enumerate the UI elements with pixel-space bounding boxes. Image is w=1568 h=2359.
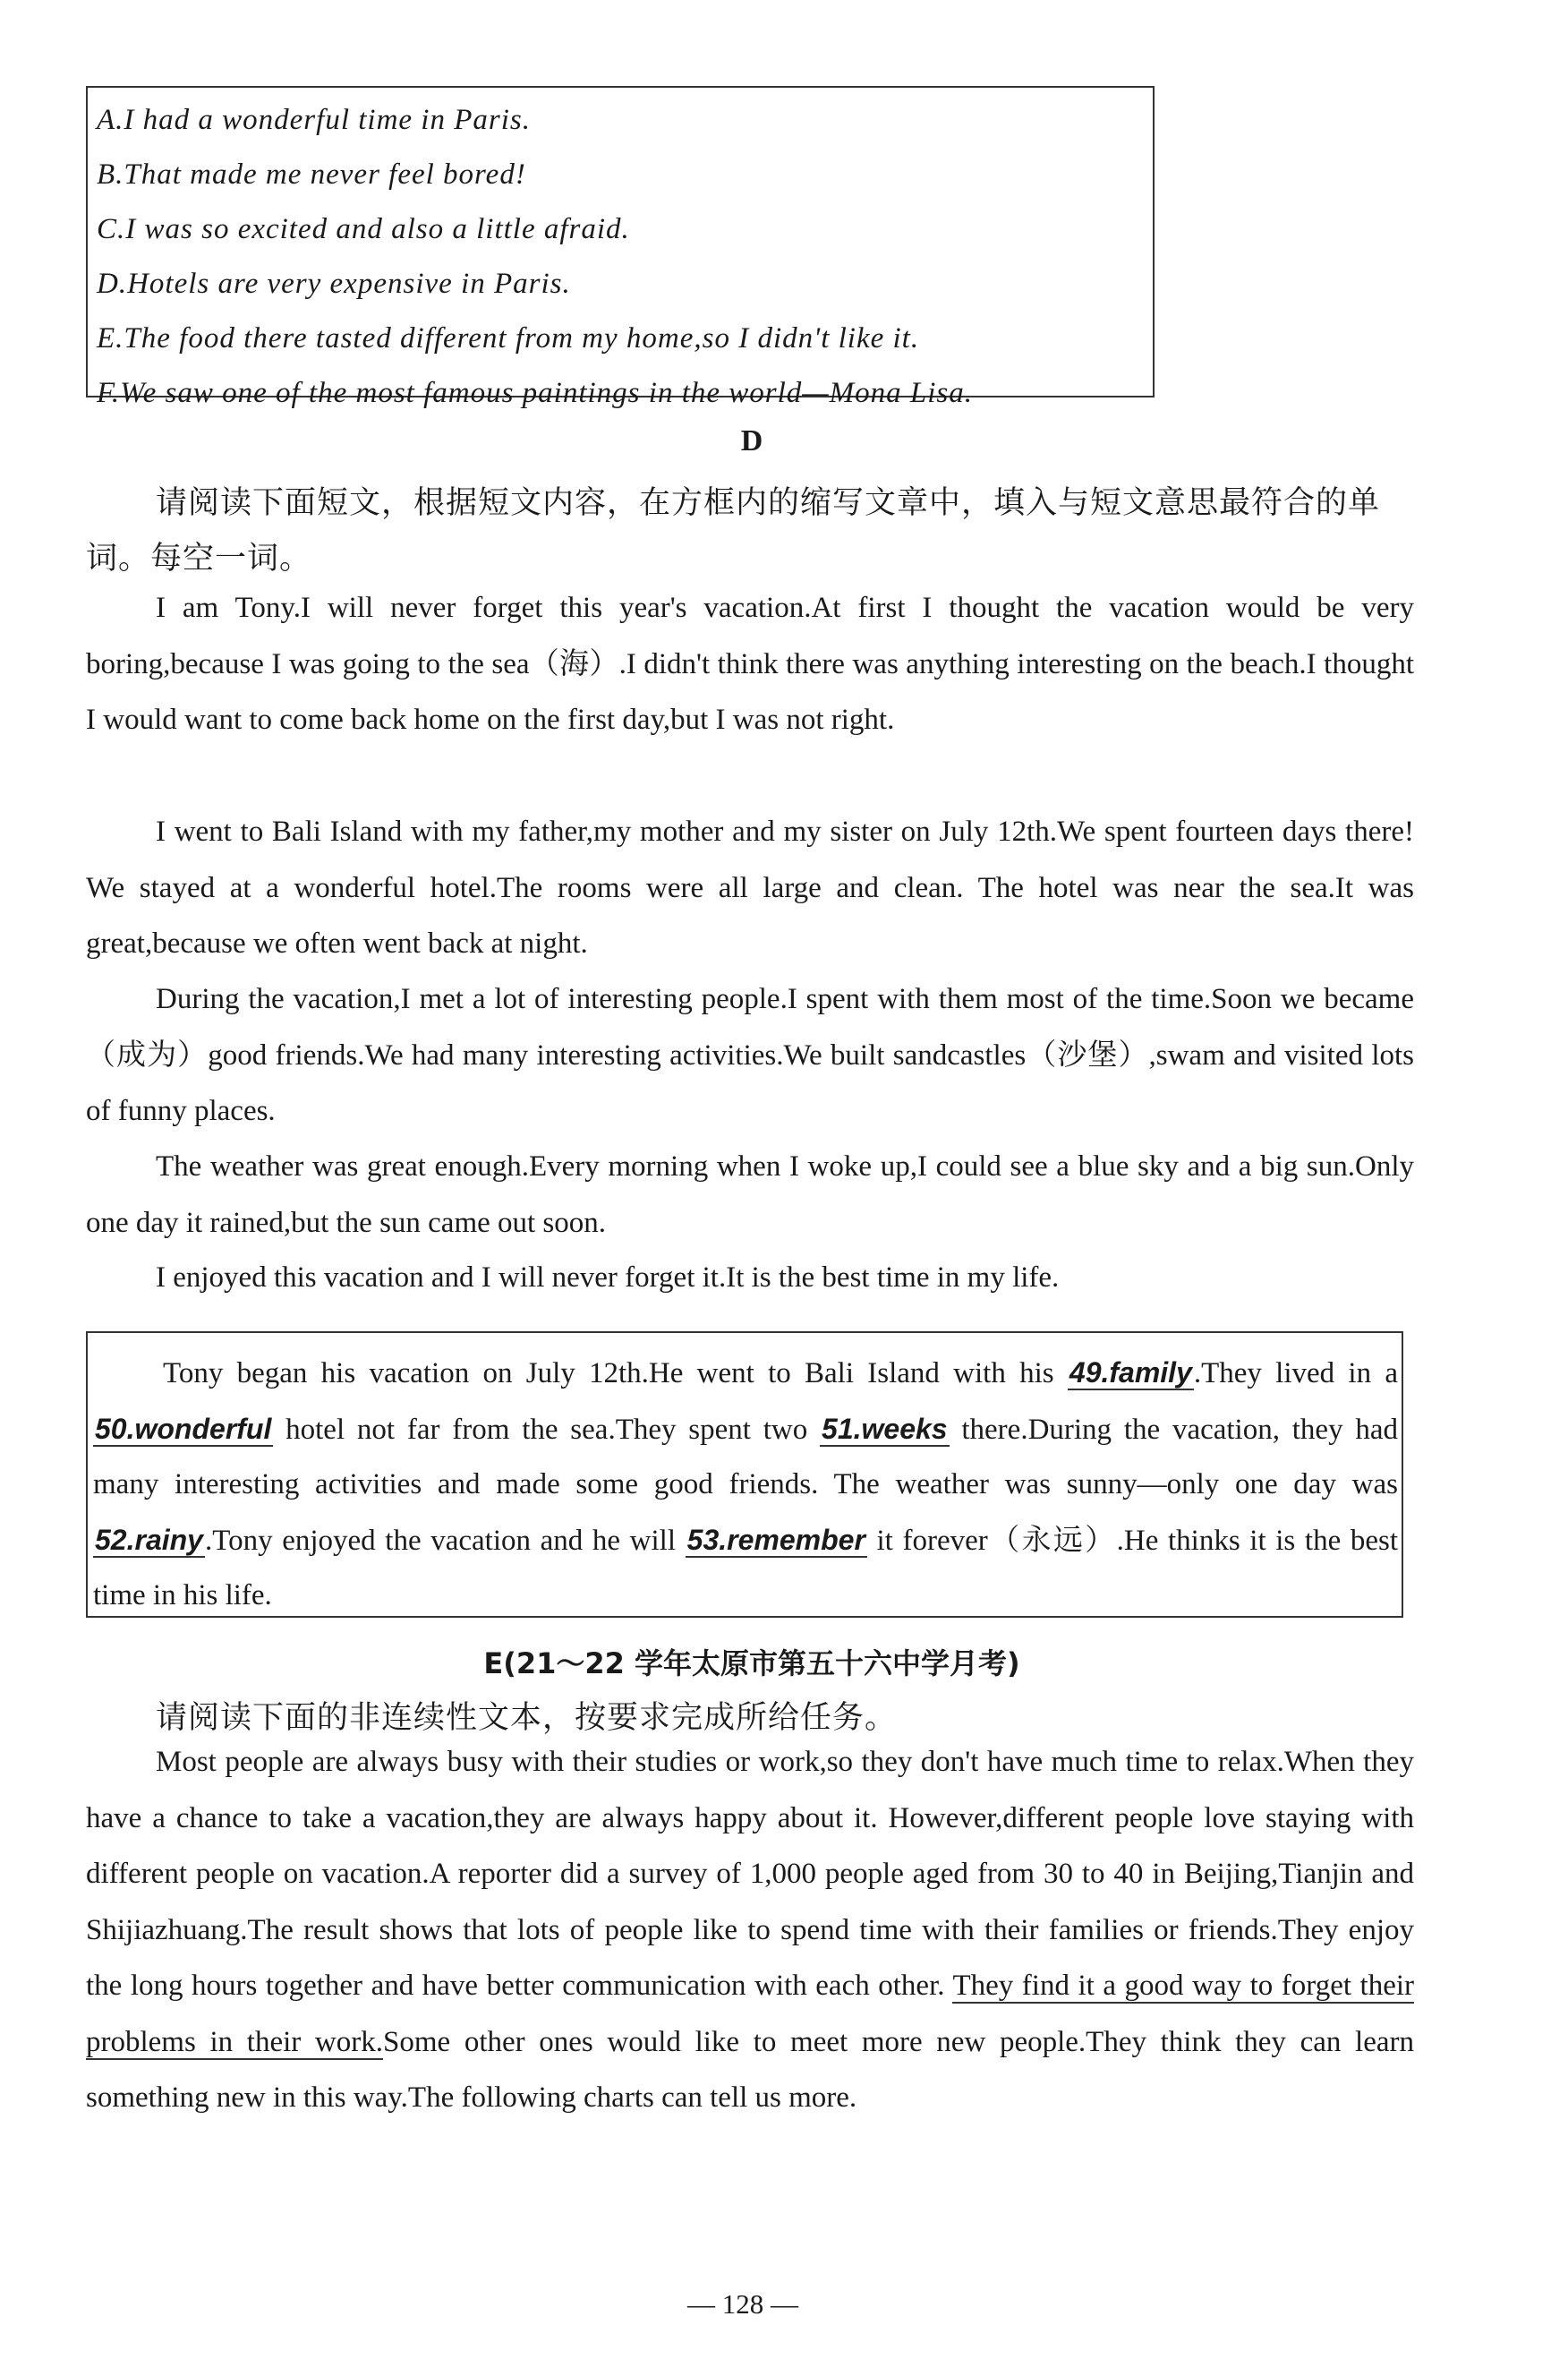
page-number: — 128 — [687, 2288, 798, 2320]
section-d-instruction-line2: 词。每空一词。 [86, 541, 312, 577]
summary-text-4: there.During the vacation, they had many interesting activities and made some good friends. The weather was sunny—only one day was [93, 1413, 1398, 1500]
section-d-heading: D [740, 424, 763, 457]
answer-50: 50.wonderful [95, 1412, 272, 1445]
option-c: C.I was so excited and also a little afraid. [97, 213, 630, 245]
option-b: B.That made me never feel bored! [97, 158, 526, 191]
answer-49: 49.family [1069, 1356, 1192, 1389]
section-d-instruction-line1: 请阅读下面短文，根据短文内容，在方框内的缩写文章中，填入与短文意思最符合的单 [156, 485, 1381, 521]
section-e-text-after: Some other ones would like to meet more new people.They think they can learn something new in this way.The following charts can tell us more. [86, 2025, 1414, 2114]
summary-box [86, 1331, 1403, 1618]
answer-51: 51.weeks [822, 1412, 948, 1445]
underlined-sentence: They find it a good way to forget their problems in their work. [86, 1970, 1415, 2058]
summary-text-3: hotel not far from the sea.They spent two [273, 1413, 821, 1446]
passage-paragraph-5: I enjoyed this vacation and I will never forget it.It is the best time in my life. [156, 1261, 1060, 1294]
passage-paragraph-1: I am Tony.I will never forget this year's vacation.At first I thought the vacation would be very boring,because I was going to the sea（海）.I didn't think there was anything interesting on the beach.I thought I would want to come back home on the first day,but I was not right. [86, 592, 1414, 736]
answer-53: 53.remember [686, 1523, 865, 1556]
option-a: A.I had a wonderful time in Paris. [97, 104, 531, 136]
option-d: D.Hotels are very expensive in Paris. [97, 268, 571, 300]
section-e-paragraph [86, 1734, 1414, 2126]
summary-text-6: it forever（永远）.He thinks it is the best time in his life. [93, 1524, 1398, 1611]
section-e-heading: E(21～22 学年太原市第五十六中学月考) [483, 1646, 1020, 1680]
options-box [86, 86, 1155, 409]
section-e-text-before: Most people are always busy with their studies or work,so they don't have much time to relax.When they have a chance to take a vacation,they are always happy about it. However,different people love staying with different people on vacation.A reporter did a survey of 1,000 people aged from 30 to 40 in Beijing,Tianjin and Shijiazhuang.The result shows that lots of people like to spend time with their families or friends.They enjoy the long hours together and have better communication with each other. [86, 1746, 1414, 2002]
summary-text-5: .Tony enjoyed the vacation and he will [204, 1524, 686, 1557]
option-f: F.We saw one of the most famous paintings in the world—Mona Lisa. [97, 377, 973, 409]
summary-text-1: Tony began his vacation on July 12th.He went to Bali Island with his [163, 1357, 1068, 1389]
option-e: E.The food there tasted different from my home,so I didn't like it. [97, 322, 920, 355]
passage-paragraph-3: During the vacation,I met a lot of interesting people.I spent with them most of the time.Soon we became（成为）good friends.We had many interesting activities.We built sandcastles（沙堡）,swam and visited lots of funny places. [86, 983, 1414, 1127]
passage-paragraph-2: I went to Bali Island with my father,my mother and my sister on July 12th.We spent fourteen days there! We stayed at a wonderful hotel.The rooms were all large and clean. The hotel was near the sea.It was great,because we often went back at night. [86, 816, 1414, 960]
answer-52: 52.rainy [95, 1523, 203, 1556]
summary-text-2: .They lived in a [1193, 1357, 1398, 1389]
summary-text [93, 1346, 1398, 1624]
passage-paragraph-4: The weather was great enough.Every morning when I woke up,I could see a blue sky and a big sun.Only one day it rained,but the sun came out soon. [86, 1150, 1414, 1239]
section-e-instruction: 请阅读下面的非连续性文本，按要求完成所给任务。 [156, 1700, 898, 1736]
